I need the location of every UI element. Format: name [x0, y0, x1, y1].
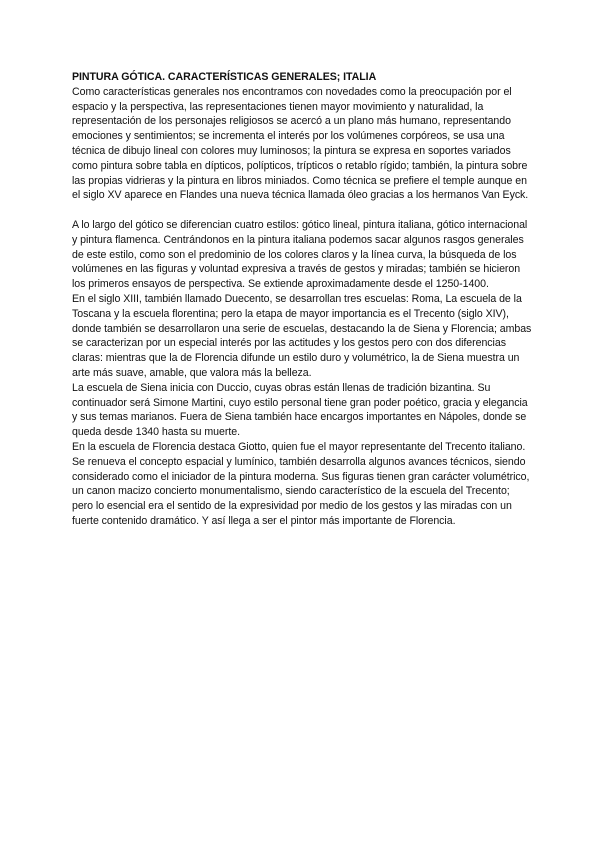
paragraph-siena-school: La escuela de Siena inicia con Duccio, cuyas obras están llenas de tradición bizantina. Su continuador será Simone Martini, cuyo estilo personal tiene gran poder poético, gracia y elegancia y sus temas marianos. Fuera de Siena también hace encargos importantes en Nápoles, donde se queda desde 1340 hasta su muerte.	[72, 381, 528, 439]
paragraph-duecento-trecento: En el siglo XIII, también llamado Duecento, se desarrollan tres escuelas: Roma, La escuela de la Toscana y la escuela florentina; pero la etapa de mayor importancia es el Trecento (siglo XIV), donde también se desarrollaron una serie de escuelas, destacando la de Siena y Florencia; ambas se caracterizan por un especial interés por las actitudes y los gestos pero con dos diferencias claras: mientras que la de Florencia difunde un estilo duro y volumétrico, la de Siena muestra un arte más suave, amable, que valora más la belleza.	[72, 292, 532, 379]
paragraph-florence-school: En la escuela de Florencia destaca Giotto, quien fue el mayor representante del Trecento italiano. Se renueva el concepto espacial y lumínico, también desarrolla algunos avances técnicos, siendo considerado como el iniciador de la pintura moderna. Sus figuras tienen gran carácter volumétrico, un canon macizo concierto monumentalismo, siendo característico de la escuela del Trecento; pero lo esencial era el sentido de la expresividad por medio de los gestos y las miradas con un fuerte contenido dramático. Y así llega a ser el pintor más importante de Florencia.	[72, 440, 530, 527]
paragraph-general-characteristics: Como características generales nos encontramos con novedades como la preocupación por el espacio y la perspectiva, las representaciones tienen mayor movimiento y naturalidad, la representación de los personajes religiosos se acercó a un plano más humano, representando emociones y sentimientos; se incrementa el interés por los volúmenes corpóreos, se usa una técnica de dibujo lineal con colores muy luminosos; la pintura se expresa en soportes variados como pintura sobre tabla en dípticos, polípticos, trípticos o retablo rígido; también, la pintura sobre las propias vidrieras y la pintura en libros miniados. Como técnica se prefiere el temple aunque en el siglo XV aparece en Flandes una nueva técnica llamada óleo gracias a los hermanos Van Eyck.	[72, 85, 529, 202]
document-page	[72, 70, 532, 529]
paragraph-spacer	[72, 203, 532, 218]
document-title: PINTURA GÓTICA. CARACTERÍSTICAS GENERALES; ITALIA	[72, 71, 377, 83]
paragraph-gothic-styles: A lo largo del gótico se diferencian cuatro estilos: gótico lineal, pintura italiana, gótico internacional y pintura flamenca. Centrándonos en la pintura italiana podemos sacar algunos rasgos generales de este estilo, como son el predominio de los colores claros y la línea curva, la búsqueda de los volúmenes en las figuras y voluntad expresiva a través de gestos y miradas; también se hicieron los primeros ensayos de perspectiva. Se extiende aproximadamente desde el 1250-1400.	[72, 218, 528, 291]
